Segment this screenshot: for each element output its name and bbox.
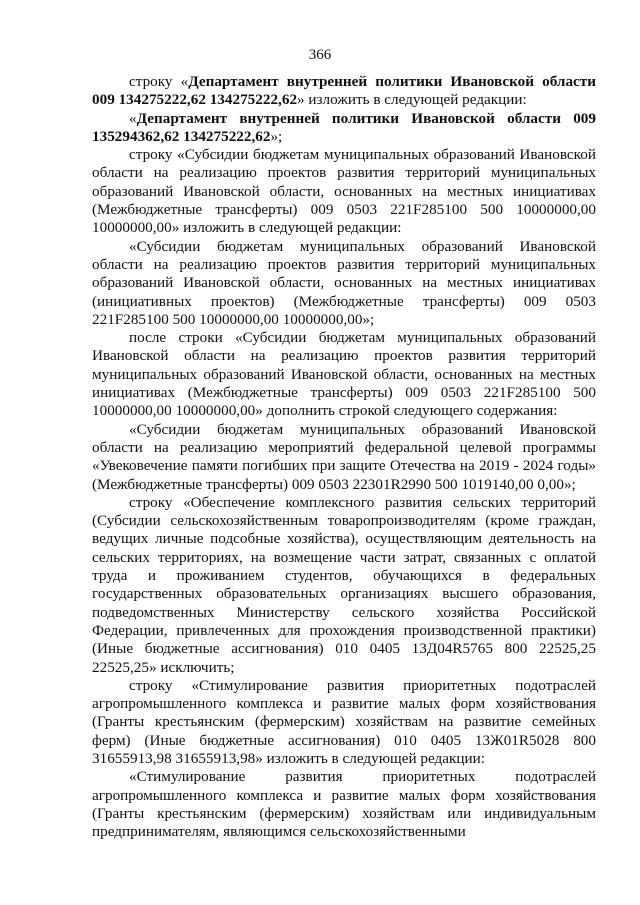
paragraph-department-old — [92, 73, 596, 110]
paragraph-department-new — [92, 110, 596, 147]
paragraph-insert-after: после строки «Субсидии бюджетам муниципальных образований Ивановской области на реализацию проектов развития территорий муниципальных образований Ивановской области, основанных на местных инициативах (Межбюджетные трансферты) 009 0503 221F285100 500 10000000,00 10000000,00» дополнить строкой следующего содержания: — [92, 329, 596, 420]
paragraph-stimulation-new: «Стимулирование развития приоритетных подотраслей агропромышленного комплекса и развитие малых форм хозяйствования (Гранты крестьянским (фермерским) хозяйствам или индивидуальным предпринимателям, являющимся сельскохозяйственными — [92, 768, 596, 841]
paragraph-subsidy-old: строку «Субсидии бюджетам муниципальных образований Ивановской области на реализацию проектов развития территорий муниципальных образований Ивановской области, основанных на местных инициативах (Межбюджетные трансферты) 009 0503 221F285100 500 10000000,00 10000000,00» изложить в следующей редакции: — [92, 146, 596, 237]
paragraph-inserted-line: «Субсидии бюджетам муниципальных образований Ивановской области на реализацию мероприятий федеральной целевой программы «Увековечение памяти погибших при защите Отечества на 2019 - 2024 годы» (Межбюджетные трансферты) 009 0503 22301R2990 500 1019140,00 0,00»; — [92, 420, 596, 493]
paragraph-suffix: » изложить в следующей редакции: — [297, 91, 527, 109]
paragraph-rural-development: строку «Обеспечение комплексного развития сельских территорий (Субсидии сельскохозяйственным товаропроизводителям (кроме граждан, ведущих личные подсобные хозяйства), осуществляющим деятельность на сельских территориях, на возмещение части затрат, связанных с оплатой труда и проживанием студентов, обучающихся в федеральных государственных образовательных организациях высшего образования, подведомственных Министерству сельского хозяйства Российской Федерации, привлеченных для прохождения производственной практики) (Иные бюджетные ассигнования) 010 0405 13Д04R5765 800 22525,25 22525,25» исключить; — [92, 493, 596, 676]
paragraph-prefix: строку « — [129, 73, 189, 90]
document-body — [92, 73, 596, 841]
paragraph-bold-text: Департамент внутренней политики Ивановской области 009 134275222,62 134275222,62 — [92, 73, 596, 109]
paragraph-prefix: « — [129, 109, 137, 127]
paragraph-bold-text: Департамент внутренней политики Ивановской области 009 135294362,62 134275222,62 — [92, 109, 596, 145]
page-number: 366 — [308, 47, 332, 63]
paragraph-suffix: »; — [270, 127, 283, 145]
paragraph-stimulation-old: строку «Стимулирование развития приоритетных подотраслей агропромышленного комплекса и развитие малых форм хозяйствования (Гранты крестьянским (фермерским) хозяйствам на развитие семейных ферм) (Иные бюджетные ассигнования) 010 0405 13Ж01R5028 800 31655913,98 31655913,98» изложить в следующей редакции: — [92, 676, 596, 767]
paragraph-subsidy-new: «Субсидии бюджетам муниципальных образований Ивановской области на реализацию проектов развития территорий муниципальных образований Ивановской области, основанных на местных инициативах (инициативных проектов) (Межбюджетные трансферты) 009 0503 221F285100 500 10000000,00 10000000,00»; — [92, 237, 596, 328]
